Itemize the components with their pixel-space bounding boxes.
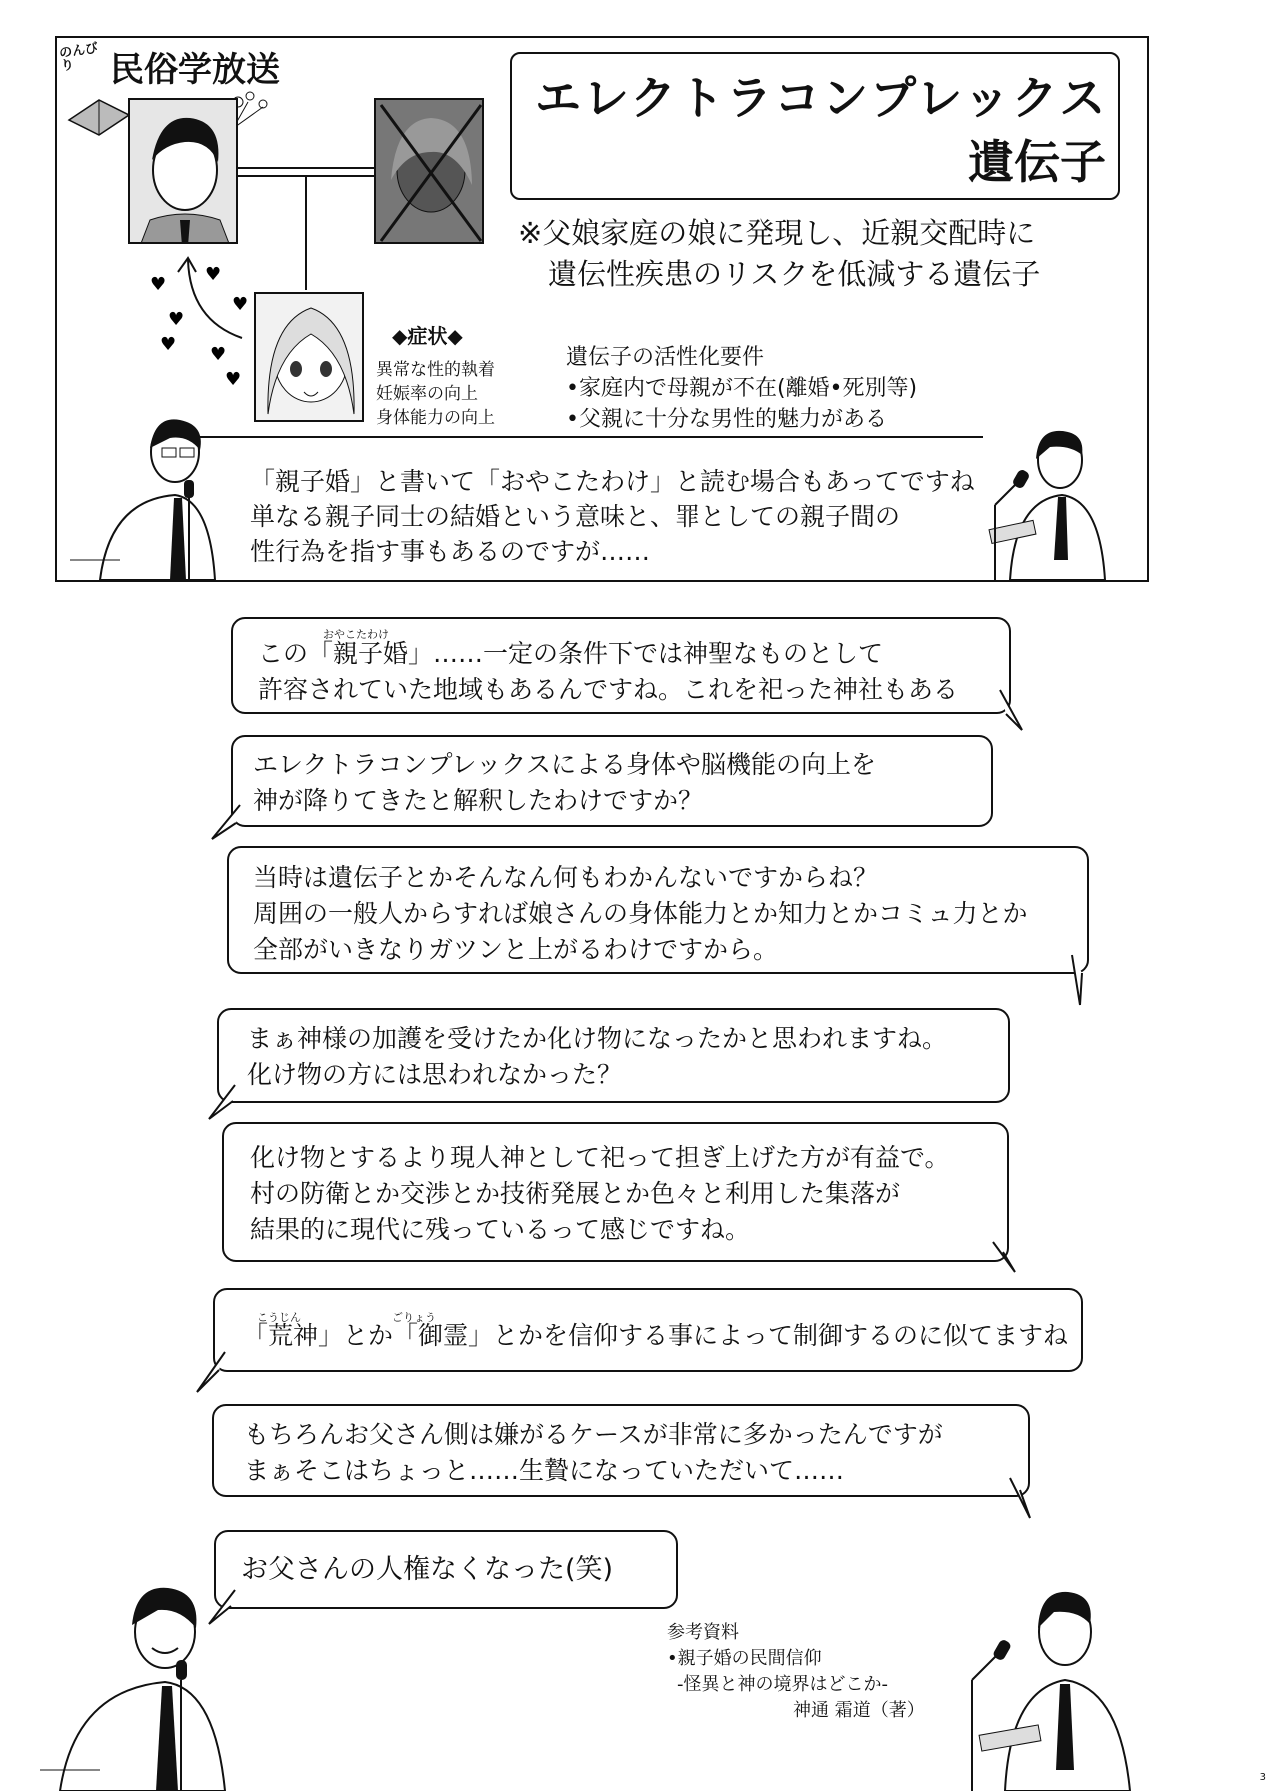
bubble-tail bbox=[1072, 955, 1102, 1010]
page-number: 3 bbox=[1259, 1772, 1266, 1783]
symptom-item: 異常な性的執着 bbox=[376, 360, 495, 380]
bubble-tail bbox=[1000, 690, 1030, 735]
host-right-mic bbox=[985, 470, 1035, 580]
intro-line: 単なる親子同士の結婚という意味と、罪としての親子間の bbox=[250, 502, 901, 531]
reference-author: 神通 霜道（著） bbox=[793, 1700, 925, 1721]
show-logo-title: 民俗学放送 bbox=[110, 50, 280, 90]
gene-description-line1: ※父娘家庭の娘に発現し、近親交配時に bbox=[518, 216, 1036, 250]
svg-text:♥: ♥ bbox=[160, 334, 177, 355]
bubble-line: 当時は遺伝子とかそんなん何もわかんないですからね？ bbox=[253, 863, 879, 892]
book-illustration bbox=[64, 80, 134, 140]
bubble-line: 神が降りてきたと解釈したわけですか？ bbox=[253, 786, 704, 815]
activation-heading: 遺伝子の活性化要件 bbox=[566, 345, 765, 370]
bubble-line: 化け物の方には思われなかった？ bbox=[247, 1060, 623, 1089]
reference-book: •親子婚の民間信仰 bbox=[667, 1648, 822, 1669]
show-logo-small: のんびり bbox=[58, 41, 100, 75]
hearts-and-arrow bbox=[150, 250, 260, 390]
activation-item: •家庭内で母親が不在(離婚•死別等) bbox=[566, 376, 918, 401]
svg-text:♥: ♥ bbox=[232, 294, 249, 315]
bubble-tail bbox=[210, 805, 250, 845]
host-left-bottom-mic bbox=[172, 1660, 192, 1791]
activation-item: •父親に十分な男性的魅力がある bbox=[566, 407, 887, 432]
symptom-item: 妊娠率の向上 bbox=[376, 384, 478, 404]
bubble-line: まぁ神様の加護を受けたか化け物になったかと思われますね。 bbox=[247, 1024, 948, 1053]
bubble-line: エレクトラコンプレックスによる身体や脳機能の向上を bbox=[253, 750, 877, 779]
gene-title-line2: 遺伝子 bbox=[968, 135, 1106, 189]
father-portrait bbox=[128, 98, 238, 244]
bubble-line: 村の防衛とか交渉とか技術発展とか色々と利用した集落が bbox=[250, 1179, 901, 1208]
svg-text:♥: ♥ bbox=[150, 274, 167, 295]
symptoms-heading: ◆症状◆ bbox=[392, 324, 463, 348]
bubble-line: 周囲の一般人からすれば娘さんの身体能力とか知力とかコミュ力とか bbox=[253, 899, 1028, 928]
mother-portrait-crossed bbox=[374, 98, 484, 244]
svg-text:♥: ♥ bbox=[210, 344, 227, 365]
ruby-text: おやこたわけ bbox=[323, 628, 389, 641]
intro-line: 性行為を指す事もあるのですが…… bbox=[250, 537, 651, 566]
intro-line: 「親子婚」と書いて「おやこたわけ」と読む場合もあってですね bbox=[250, 467, 975, 496]
svg-text:♥: ♥ bbox=[168, 309, 185, 330]
svg-text:♥: ♥ bbox=[225, 369, 242, 390]
reference-subtitle: -怪異と神の境界はどこか- bbox=[677, 1674, 888, 1695]
bubble-tail bbox=[195, 1352, 235, 1397]
bubble-line: 全部がいきなりガツンと上がるわけですから。 bbox=[253, 935, 779, 964]
bubble-line: 「荒神」とか「御霊」とかを信仰する事によって制御するのに似てますね bbox=[243, 1321, 1069, 1350]
ruby-text: ごりょう bbox=[392, 1311, 436, 1324]
host-right-bottom-mic bbox=[960, 1640, 1020, 1791]
bubble-line: 結果的に現代に残っているって感じですね。 bbox=[250, 1215, 751, 1244]
host-left-laughing-illustration bbox=[40, 1570, 230, 1791]
bubble-line: もちろんお父さん側は嫌がるケースが非常に多かったんですが bbox=[244, 1420, 943, 1449]
panel-divider bbox=[175, 436, 983, 438]
ruby-text: こうじん bbox=[257, 1311, 301, 1324]
bubble-line: この「親子婚」……一定の条件下では神聖なものとして bbox=[258, 639, 884, 668]
bubble-tail bbox=[993, 1242, 1023, 1277]
references-heading: 参考資料 bbox=[667, 1622, 739, 1643]
bubble-line: お父さんの人権なくなった(笑) bbox=[241, 1554, 614, 1585]
bubble-tail bbox=[205, 1085, 245, 1125]
bubble-line: まぁそこはちょっと……生贄になっていただいて…… bbox=[244, 1456, 845, 1485]
symptom-item: 身体能力の向上 bbox=[376, 408, 495, 428]
gene-title-line1: エレクトラコンプレックス bbox=[535, 71, 1108, 125]
host-left-mic bbox=[180, 480, 200, 580]
daughter-portrait bbox=[254, 292, 364, 422]
svg-text:♥: ♥ bbox=[205, 264, 222, 285]
bubble-line: 許容されていた地域もあるんですね。これを祀った神社もある bbox=[258, 675, 959, 704]
bubble-tail bbox=[1010, 1478, 1040, 1523]
bubble-line: 化け物とするより現人神として祀って担ぎ上げた方が有益で。 bbox=[250, 1143, 950, 1172]
gene-description-line2: 遺伝性疾患のリスクを低減する遺伝子 bbox=[548, 257, 1041, 291]
